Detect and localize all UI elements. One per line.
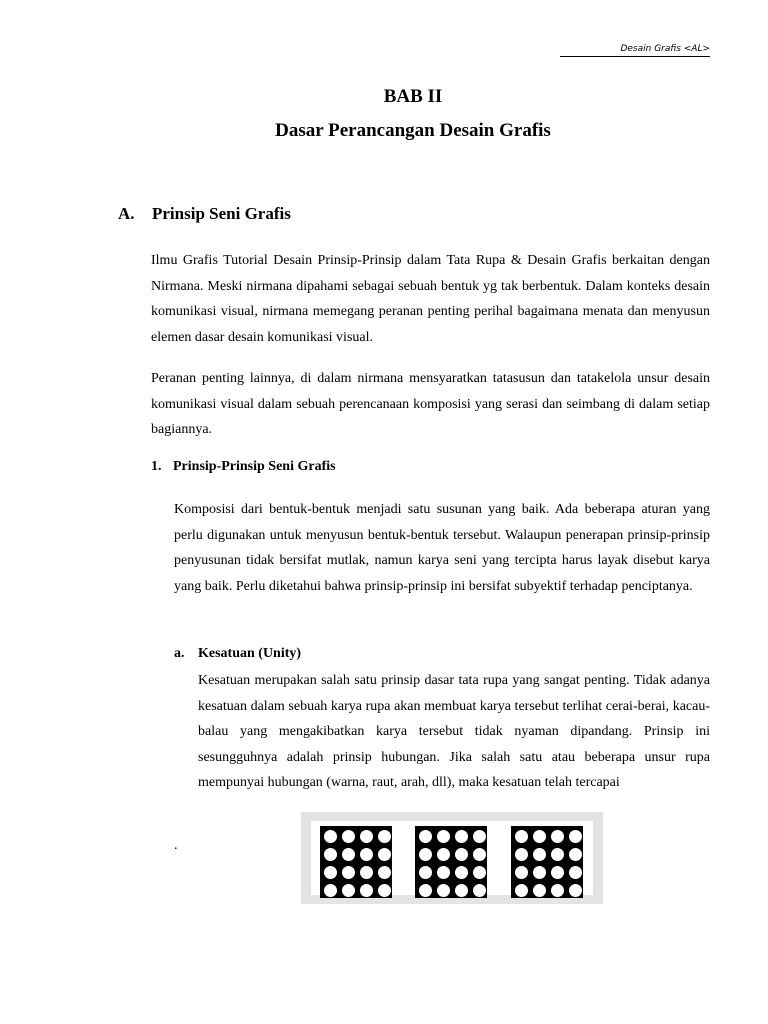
chapter-number: BAB II xyxy=(383,86,443,107)
section-heading xyxy=(118,204,291,224)
dot xyxy=(455,884,468,897)
paragraph-intro: Ilmu Grafis Tutorial Desain Prinsip-Prinsip dalam Tata Rupa & Desain Grafis berkaitan dengan Nirmana. Meski nirmana dipahami sebagai sebuah bentuk yg tak berbentuk. Dalam konteks desain komunikasi visual, nirmana memegang peranan penting perihal bagaimana menata dan menyusun elemen dasar desain komunikasi visual. xyxy=(151,253,710,345)
dot xyxy=(378,884,391,897)
running-header: Desain Grafis <AL> xyxy=(560,44,710,57)
dot xyxy=(551,884,564,897)
section-number: A. xyxy=(118,204,135,223)
dot xyxy=(360,830,373,843)
subsection-title: Prinsip-Prinsip Seni Grafis xyxy=(173,459,336,474)
dot xyxy=(342,848,355,861)
dot xyxy=(533,884,546,897)
dot xyxy=(419,830,432,843)
dot xyxy=(437,866,450,879)
dot xyxy=(515,866,528,879)
dot xyxy=(437,848,450,861)
dot xyxy=(569,884,582,897)
item-letter: a. xyxy=(174,646,185,661)
dot xyxy=(360,884,373,897)
dot xyxy=(455,830,468,843)
dot xyxy=(342,884,355,897)
subsection-heading xyxy=(151,459,336,475)
dot xyxy=(533,830,546,843)
chapter-title: Dasar Perancangan Desain Grafis xyxy=(275,120,551,141)
subsection-number: 1. xyxy=(151,459,162,474)
dot-grid-block xyxy=(511,826,583,898)
paragraph-role: Peranan penting lainnya, di dalam nirmana mensyaratkan tatasusun dan tatakelola unsur desain komunikasi visual dalam sebuah perencanaan komposisi yang serasi dan seimbang di dalam setiap bagiannya. xyxy=(151,371,710,437)
dot xyxy=(569,830,582,843)
dot xyxy=(515,830,528,843)
dot xyxy=(324,884,337,897)
dot xyxy=(473,830,486,843)
dot xyxy=(473,848,486,861)
dot xyxy=(378,866,391,879)
dot xyxy=(515,884,528,897)
paragraph-composition: Komposisi dari bentuk-bentuk menjadi satu susunan yang baik. Ada beberapa aturan yang perlu digunakan untuk menyusun bentuk-bentuk tersebut. Walaupun penerapan prinsip-prinsip penyusunan tidak bersifat mutlak, namun karya seni yang tercipta harus layak disebut karya yang baik. Perlu diketahui bahwa prinsip-prinsip ini bersifat subyektif terhadap penciptanya. xyxy=(174,502,710,594)
dot xyxy=(533,848,546,861)
dot xyxy=(324,848,337,861)
dot xyxy=(342,866,355,879)
dot xyxy=(437,830,450,843)
dot xyxy=(419,866,432,879)
dot xyxy=(437,884,450,897)
section-title: Prinsip Seni Grafis xyxy=(152,204,291,223)
dot xyxy=(324,830,337,843)
dot-grid-block xyxy=(415,826,487,898)
dot-grid-block xyxy=(320,826,392,898)
dot xyxy=(324,866,337,879)
dot xyxy=(551,830,564,843)
unity-figure xyxy=(301,812,603,904)
dot xyxy=(473,866,486,879)
dot xyxy=(419,884,432,897)
dot xyxy=(360,848,373,861)
paragraph-unity: Kesatuan merupakan salah satu prinsip dasar tata rupa yang sangat penting. Tidak adanya kesatuan dalam sebuah karya rupa akan membuat karya tersebut terlihat cerai-berai, kacau-balau yang mengakibatkan karya tersebut tidak nyaman dipandang. Prinsip ini sesungguhnya adalah prinsip hubungan. Jika salah satu atau beberapa unsur rupa mempunyai hubungan (warna, raut, arah, dll), maka kesatuan telah tercapai xyxy=(198,673,710,790)
dot xyxy=(551,866,564,879)
dot xyxy=(378,848,391,861)
dot xyxy=(515,848,528,861)
dot xyxy=(533,866,546,879)
dot xyxy=(419,848,432,861)
dot xyxy=(455,848,468,861)
dot xyxy=(378,830,391,843)
dot xyxy=(551,848,564,861)
dot xyxy=(569,848,582,861)
dot xyxy=(569,866,582,879)
stray-period: . xyxy=(174,838,178,853)
dot xyxy=(455,866,468,879)
dot xyxy=(473,884,486,897)
dot xyxy=(360,866,373,879)
dot xyxy=(342,830,355,843)
item-title: Kesatuan (Unity) xyxy=(198,646,302,661)
item-heading xyxy=(174,646,301,662)
